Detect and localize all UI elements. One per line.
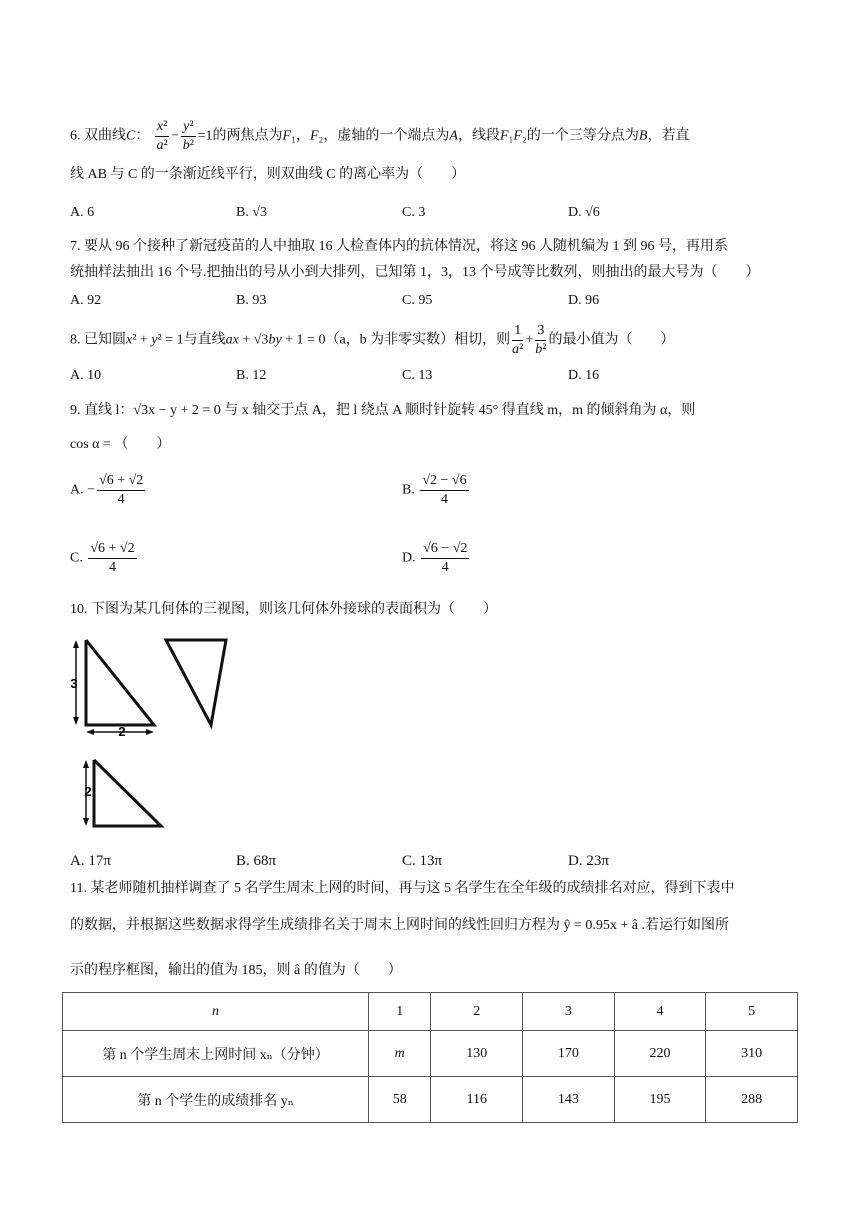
q6-option-b: B. √3: [236, 205, 268, 220]
data-table: [62, 992, 798, 1123]
table-cell: 1: [369, 993, 431, 1031]
table-cell: 130: [431, 1031, 523, 1077]
q6-line2: 线 AB 与 C 的一条渐近线平行，则双曲线 C 的离心率为（ ）: [70, 167, 466, 182]
q10-option-a: A. 17π: [70, 853, 111, 869]
dimension-label-3: 3: [70, 676, 78, 691]
q7-option-b: B. 93: [236, 293, 267, 308]
table-header-row: [63, 993, 798, 1031]
q9-option-d: D. $\frac{√6 - √2}{4}$: [402, 541, 468, 575]
dimension-label-2-vertical: 2: [84, 784, 92, 799]
q8-option-a: A. 10: [70, 368, 102, 383]
table-cell: 2: [431, 993, 523, 1031]
q10-option-d: D. 23π: [568, 853, 609, 869]
table-cell: m: [369, 1031, 431, 1077]
table-cell: 第 n 个学生周末上网时间 xₙ（分钟）: [63, 1031, 369, 1077]
table-row: [63, 1077, 798, 1123]
q6-option-c: C. 3: [402, 205, 426, 220]
side-view: [166, 640, 226, 725]
q6-option-a: A. 6: [70, 205, 95, 220]
q9-option-c: C. $\frac{√6 + √2}{4}$: [70, 541, 135, 575]
q10-line1: 10. 下图为某几何体的三视图，则该几何体外接球的表面积为（ ）: [70, 602, 497, 617]
q7-line1: 7. 要从 96 个接种了新冠疫苗的人中抽取 16 人检查体内的抗体情况，将这 96 人随机编为 1 到 96 号，再用系: [70, 239, 728, 254]
q10-option-c: C. 13π: [402, 853, 443, 869]
table-cell: 5: [706, 993, 798, 1031]
table-cell: 143: [523, 1077, 615, 1123]
table-cell: 58: [369, 1077, 431, 1123]
q9-line1: 9. 直线 l：√3x − y + 2 = 0 与 x 轴交于点 A，把 l 绕点 A 顺时针旋转 45° 得直线 m，m 的倾斜角为 α，则: [70, 403, 696, 418]
q8-option-c: C. 13: [402, 368, 433, 383]
q6-option-d: D. √6: [568, 205, 600, 220]
q11-line2: 的数据，并根据这些数据求得学生成绩排名关于周末上网时间的线性回归方程为 ŷ = 0.95x + â .若运行如图所: [70, 918, 730, 933]
q11-line3: 示的程序框图，输出的值为 185，则 â 的值为（ ）: [70, 963, 402, 978]
front-view: [86, 640, 154, 725]
q9-line2: cos α = （ ）: [70, 437, 171, 452]
table-cell: 195: [614, 1077, 706, 1123]
table-cell: 116: [431, 1077, 523, 1123]
q7-option-c: C. 95: [402, 293, 433, 308]
table-cell: 第 n 个学生的成绩排名 yₙ: [63, 1077, 369, 1123]
q6-line1: 6. 双曲线C： $\frac{\text{x²}}{\text{a²}}$ − $\frac{\text{y²}}{\text{b²}}$ =1的两焦点为F₁，F₂，虚轴的一个端点为A，线段F₁F₂的一个三等分点为B，若直: [70, 119, 690, 153]
q8-option-b: B. 12: [236, 368, 267, 383]
dimension-label-2-horizontal: 2: [118, 724, 126, 739]
table-cell: n: [63, 993, 369, 1031]
q7-option-d: D. 96: [568, 293, 600, 308]
q6-number: 6.: [70, 128, 81, 144]
table-row: [63, 1031, 798, 1077]
q11-line1: 11. 某老师随机抽样调查了 5 名学生周末上网的时间，再与这 5 名学生在全年级的成绩排名对应，得到下表中: [70, 881, 735, 896]
q8-option-d: D. 16: [568, 368, 600, 383]
table-cell: 288: [706, 1077, 798, 1123]
table-cell: 4: [614, 993, 706, 1031]
table-cell: 220: [614, 1031, 706, 1077]
table-cell: 170: [523, 1031, 615, 1077]
q10-option-b: B. 68π: [236, 853, 277, 869]
table-cell: 310: [706, 1031, 798, 1077]
q8-line1: 8. 已知圆x² + y² = 1与直线ax + √3by + 1 = 0（a，b 为非零实数）相切，则 $\frac{1}{\text{a²}}$ + $\frac{3}{\text{b²}}$ 的最小值为（ ）: [70, 323, 675, 357]
three-view-diagram: [66, 630, 256, 840]
q7-line2: 统抽样法抽出 16 个号.把抽出的号从小到大排列，已知第 1，3，13 个号成等比数列，则抽出的最大号为（ ）: [70, 265, 760, 280]
q7-option-a: A. 92: [70, 293, 102, 308]
top-view: [94, 760, 161, 826]
q9-option-b: B. $\frac{√2 - √6}{4}$: [402, 473, 467, 507]
table-cell: 3: [523, 993, 615, 1031]
q9-option-a: A. − $\frac{√6 + √2}{4}$: [70, 473, 144, 507]
